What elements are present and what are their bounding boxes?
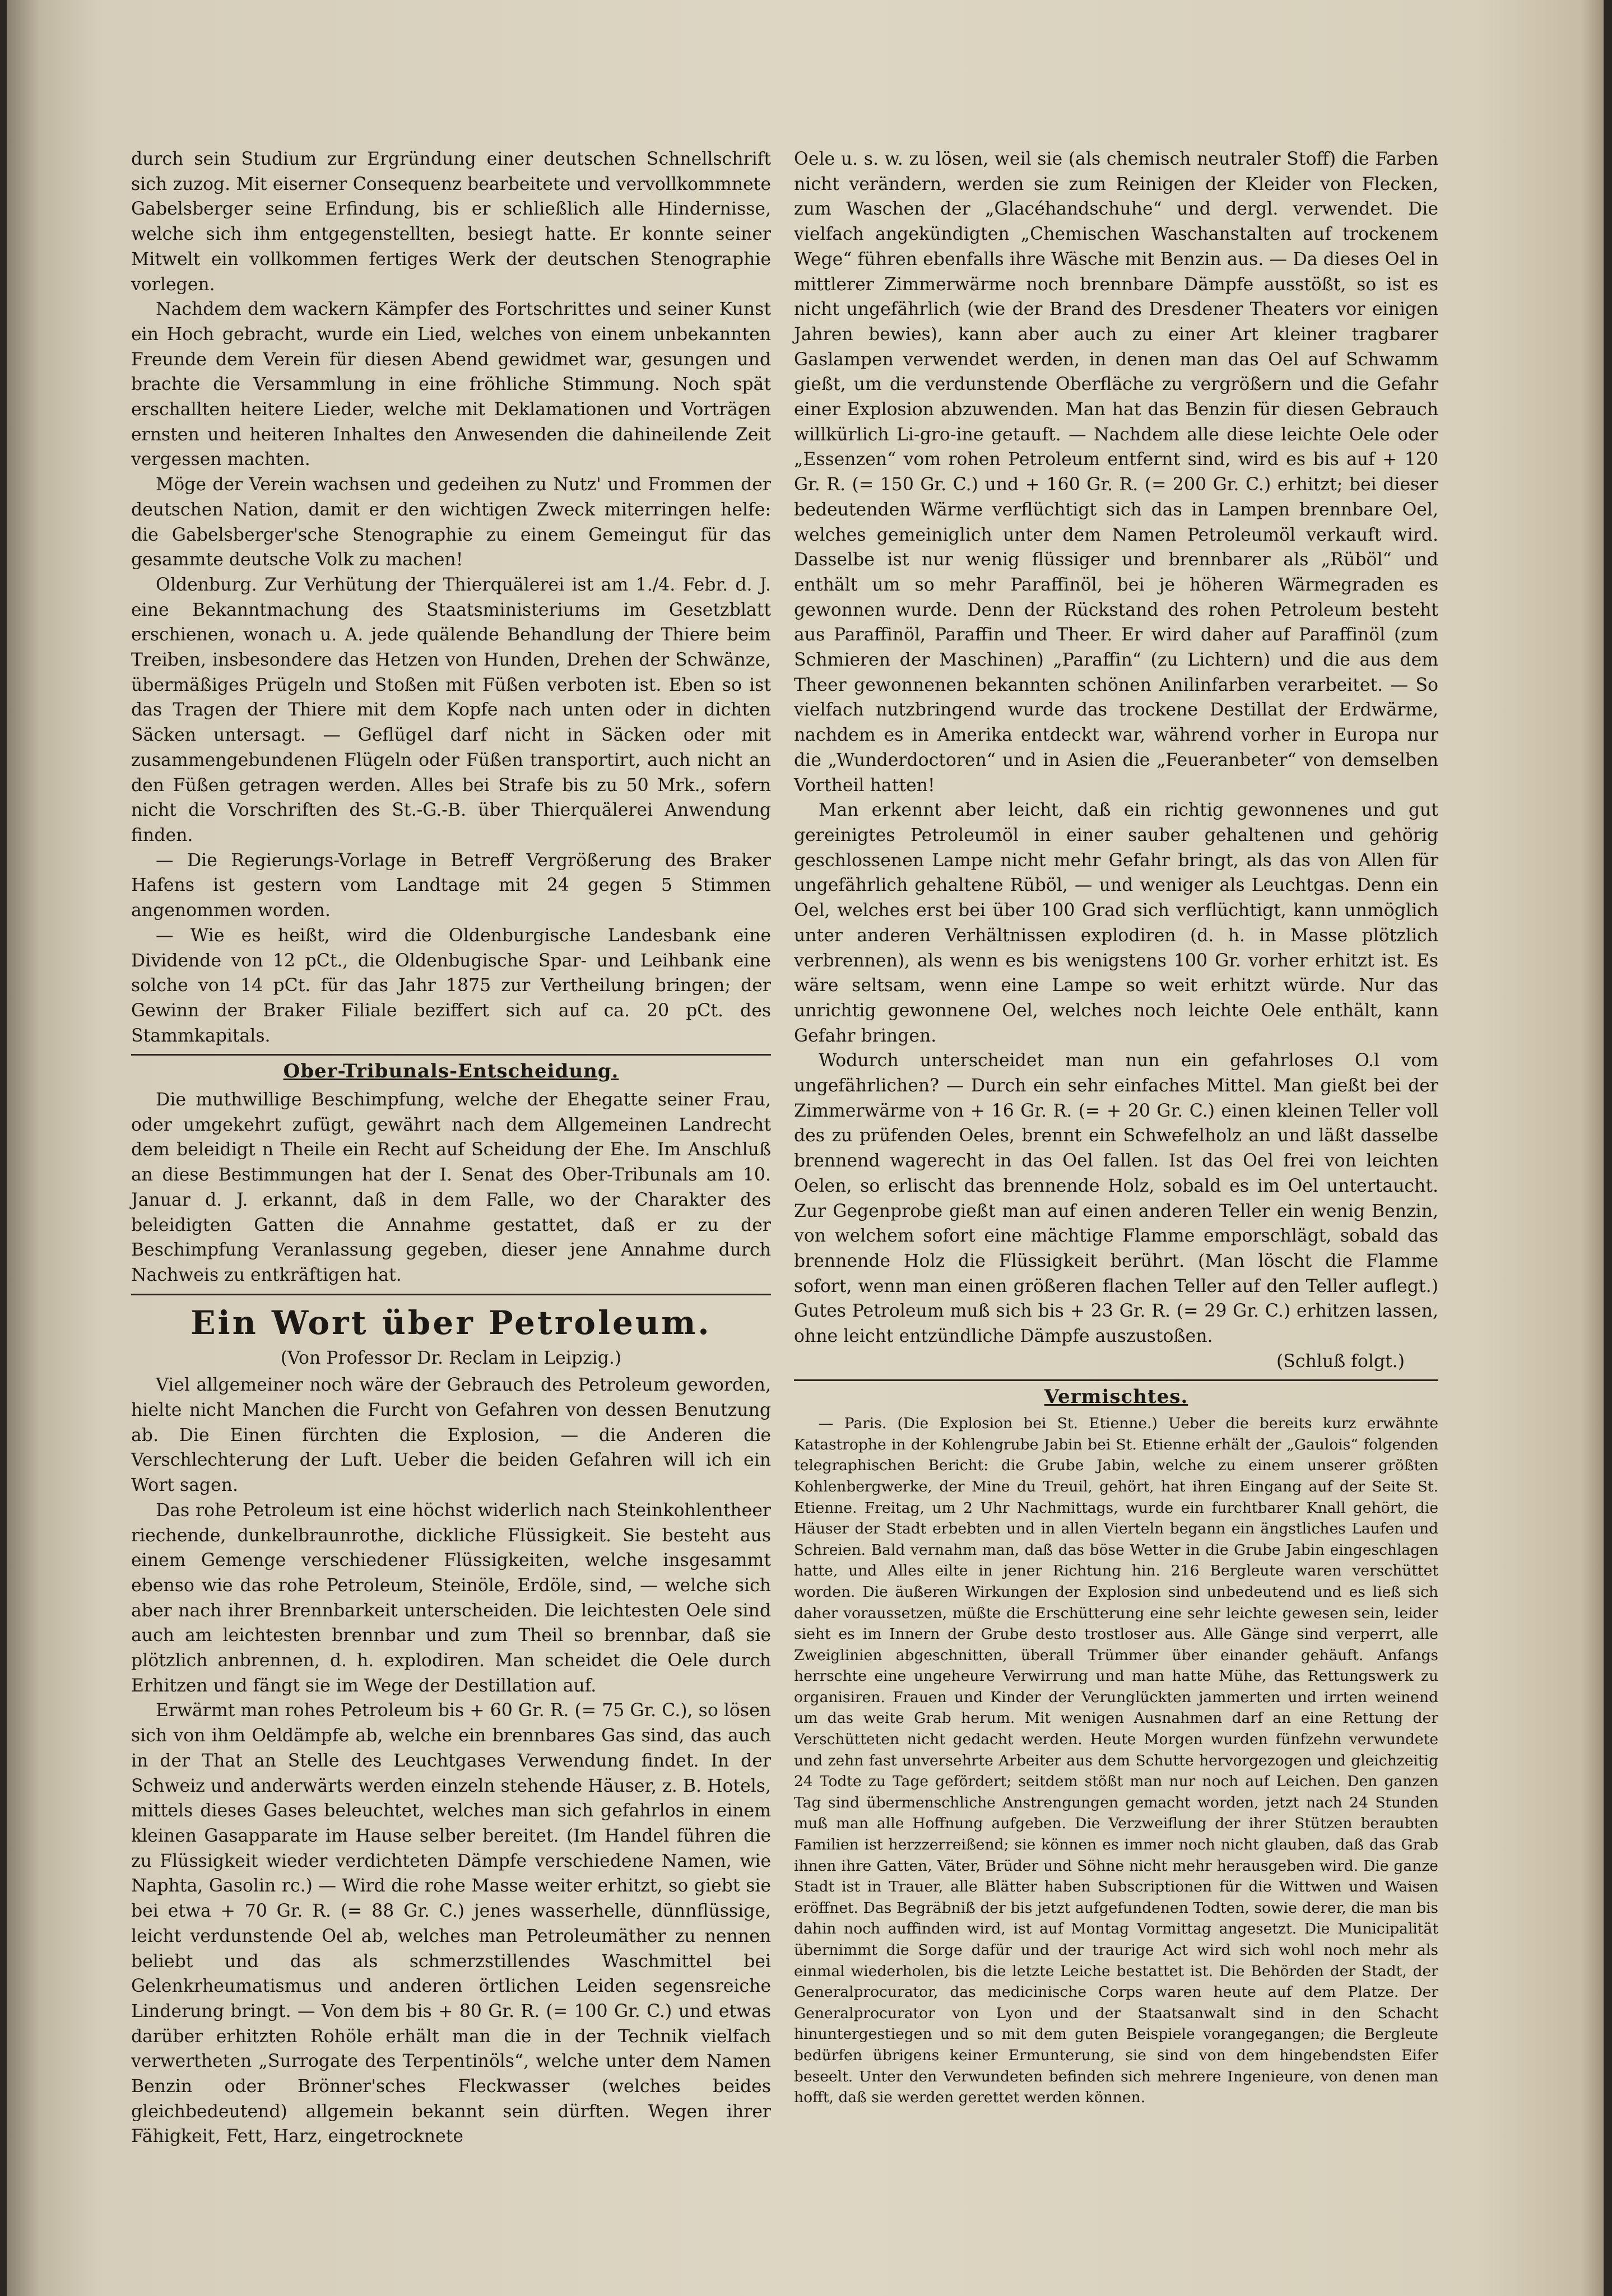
paragraph: — Wie es heißt, wird die Oldenburgische Landesbank eine Dividende von 12 pCt., die Oldenbugische Spar- und Leihbank eine solche von 14 pCt. für das Jahr 1875 zur Vertheilung bringen; der Gewinn der Braker Filiale beziffert sich auf ca. 20 pCt. des Stammkapitals. (131, 925, 771, 1046)
right-column (794, 147, 1438, 2108)
paragraph: Erwärmt man rohes Petroleum bis + 60 Gr. R. (= 75 Gr. C.), so lösen sich von ihm Oeldämpfe ab, welche ein brennbares Gas sind, das auch in der That an Stelle des Leuchtgases Verwendung findet. In der Schweiz und anderwärts werden einzeln stehende Häuser, z. B. Hotels, mittels dieses Gases beleuchtet, welches man sich gefahrlos in einem kleinen Gasapparate im Hause selber bereitet. (Im Handel führen die zu Flüssigkeit wieder verdichteten Dämpfe verschiedene Namen, wie Naphta, Gasolin rc.) — Wird die rohe Masse weiter erhitzt, so giebt sie bei etwa + 70 Gr. R. (= 88 Gr. C.) jenes wasserhelle, dünnflüssige, leicht verdunstende Oel ab, welches man Petroleumäther zu nennen beliebt und das als schmerzstillendes Waschmittel bei Gelenkrheumatismus und anderen örtlichen Leiden segensreiche Linderung bringt. — Von dem bis + 80 Gr. R. (= 100 Gr. C.) und etwas darüber erhitzten Rohöle erhält man die in der Technik vielfach verwertheten „Surrogate des Terpentinöls“, welche unter dem Namen Benzin oder Brönner'sches Fleckwasser (welches beides gleichbedeutend) allgemein bekannt sein dürften. Wegen ihrer Fähigkeit, Fett, Harz, eingetrocknete (131, 1700, 771, 2147)
paragraph: Möge der Verein wachsen und gedeihen zu Nutz' und Frommen der deutschen Nation, damit er den wichtigen Zweck miterringen helfe: die Gabelsberger'sche Stenographie zu einem Gemeingut für das gesammte deutsche Volk zu machen! (131, 475, 771, 570)
paragraph: — Die Regierungs-Vorlage in Betreff Vergrößerung des Braker Hafens ist gestern vom Landtage mit 24 gegen 5 Stimmen angenommen worden. (131, 850, 771, 921)
paragraph: — Paris. (Die Explosion bei St. Etienne.) Ueber die bereits kurz erwähnte Katastrophe in der Kohlengrube Jabin bei St. Etienne erhält der „Gaulois“ folgenden telegraphischen Bericht: die Grube Jabin, welche zu einem unserer größten Kohlenbergwerke, der Mine du Treuil, gehört, hat ihren Eingang auf der Seite St. Etienne. Freitag, um 2 Uhr Nachmittags, wurde ein furchtbarer Knall gehört, die Häuser der Stadt erbebten und in allen Vierteln begann ein ängstliches Laufen und Schreien. Bald vernahm man, daß das böse Wetter in die Grube Jabin eingeschlagen hatte, und Alles eilte in jener Richtung hin. 216 Bergleute waren verschüttet worden. Die äußeren Wirkungen der Explosion sind unbedeutend und es ließ sich daher voraussetzen, müßte die Erschütterung eine sehr leichte gewesen sein, leider sieht es im Innern der Grube desto trostloser aus. Alle Gänge sind verperrt, alle Zweiglinien abgeschnitten, überall Trümmer über einander gehäuft. Anfangs herrschte eine ungeheure Verwirrung und man hatte Mühe, das Rettungswerk zu organisiren. Frauen und Kinder der Verunglückten jammerten und irrten weinend um das weite Grab herum. Mit wenigen Ausnahmen darf an eine Rettung der Verschütteten nicht gedacht werden. Heute Morgen wurden fünfzehn verwundete und zehn fast unversehrte Arbeiter aus dem Schutte hervorgezogen und gleichzeitig 24 Todte zu Tage gefördert; seitdem stößt man nur noch auf Leichen. Den ganzen Tag sind übermenschliche Anstrengungen gemacht worden, jetzt nach 24 Stunden muß man alle Hoffnung aufgeben. Die Verzweiflung der ihrer Stützen beraubten Familien ist herzzerreißend; sie können es immer noch nicht glauben, daß das Grab ihnen ihre Gatten, Väter, Brüder und Söhne nicht mehr herausgeben wird. Die ganze Stadt ist in Trauer, alle Blätter haben Subscriptionen für die Wittwen und Waisen eröffnet. Das Begräbniß der bis jetzt aufgefundenen Todten, sowie derer, die man bis dahin noch auffinden wird, ist auf Montag Vormittag angesetzt. Die Municipalität übernimmt die Sorge dafür und der traurige Act wird sich wohl noch mehr als einmal wiederholen, bis die letzte Leiche bestattet ist. Die Behörden der Stadt, der Generalprocurator, das medicinische Corps waren heute auf dem Platze. Der Generalprocurator von Lyon und der Staatsanwalt sind in den Schacht hinuntergestiegen und so mit dem guten Beispiele vorangegangen; die Bergleute bedürfen übrigens keiner Ermunterung, sie sind von dem hingebendsten Eifer beseelt. Unter den Verwundeten befinden sich mehrere Ingenieure, von denen man hofft, daß sie werden gerettet werden können. (794, 1415, 1438, 2107)
continuation-note: (Schluß folgt.) (1276, 1351, 1405, 1372)
section-heading: Vermischtes. (1044, 1386, 1188, 1409)
section-divider (794, 1379, 1438, 1381)
section-divider (131, 1054, 771, 1056)
paragraph: Man erkennt aber leicht, daß ein richtig gewonnenes und gut gereinigtes Petroleumöl in einer sauber gehaltenen und gehörig geschlossenen Lampe nicht mehr Gefahr bringt, als das von Allen für ungefährlich gehaltene Rüböl, — und weniger als Leuchtgas. Denn ein Oel, welches erst bei über 100 Grad sich verflüchtigt, kann unmöglich unter anderen Verhältnissen explodiren (d. h. in Masse plötzlich verbrennen), als wenn es bis wenigstens 100 Gr. vorher erhitzt ist. Es wäre seltsam, wenn eine Lampe so weit erhitzt würde. Nur das unrichtig gewonnene Oel, welches noch leichte Oele enthält, kann Gefahr bringen. (794, 800, 1438, 1046)
article-byline: (Von Professor Dr. Reclam in Leipzig.) (280, 1347, 622, 1368)
paragraph: Nachdem dem wackern Kämpfer des Fortschrittes und seiner Kunst ein Hoch gebracht, wurde ein Lied, welches von einem unbekannten Freunde dem Verein für diesen Abend gewidmet war, gesungen und brachte die Versammlung in eine fröhliche Stimmung. Noch spät erschallten heitere Lieder, welche mit Deklamationen und Vorträgen ernsten und heiteren Inhaltes den Anwesenden die dahineilende Zeit vergessen machten. (131, 299, 771, 470)
page-fold-shadow (7, 0, 40, 2296)
section-divider (131, 1294, 771, 1295)
paragraph: Viel allgemeiner noch wäre der Gebrauch des Petroleum geworden, hielte nicht Manchen die Furcht von Gefahren von dessen Benutzung ab. Die Einen fürchten die Explosion, — die Anderen die Verschlechterung der Luft. Ueber die beiden Gefahren will ich ein Wort sagen. (131, 1375, 771, 1496)
paragraph: Oldenburg. Zur Verhütung der Thierquälerei ist am 1./4. Febr. d. J. eine Bekanntmachung des Staatsministeriums im Gesetzblatt erschienen, wonach u. A. jede quälende Behandlung der Thiere beim Treiben, insbesondere das Hetzen von Hunden, Drehen der Schwänze, übermäßiges Prügeln und Stoßen mit Füßen verboten ist. Eben so ist das Tragen der Thiere mit dem Kopfe nach unten oder in dichten Säcken untersagt. — Geflügel darf nicht in Säcken oder mit zusammengebundenen Flügeln oder Füßen transportirt, auch nicht an den Füßen getragen werden. Alles bei Strafe bis zu 50 Mrk., sofern nicht die Vorschriften des St.-G.-B. über Thierquälerei Anwendung finden. (131, 574, 771, 845)
section-heading: Ober-Tribunals-Entscheidung. (283, 1060, 619, 1083)
paragraph: Oele u. s. w. zu lösen, weil sie (als chemisch neutraler Stoff) die Farben nicht verändern, werden sie zum Reinigen der Kleider von Flecken, zum Waschen der „Glacéhandschuhe“ und dergl. verwendet. Die vielfach angekündigten „Chemischen Waschanstalten auf trockenem Wege“ führen ebenfalls ihre Wäsche mit Benzin aus. — Da dieses Oel in mittlerer Zimmerwärme noch brennbare Dämpfe ausstößt, so ist es nicht ungefährlich (wie der Brand des Dresdener Theaters vor einigen Jahren bewies), kann aber auch zu einer Art kleiner tragbarer Gaslampen verwendet werden, in denen man das Oel auf Schwamm gießt, um die verdunstende Oberfläche zu vergrößern und die Gefahr einer Explosion abzuwenden. Man hat das Benzin für diesen Gebrauch willkürlich Li-gro-ine getauft. — Nachdem alle diese leichte Oele oder „Essenzen“ vom rohen Petroleum entfernt sind, wird es bis auf + 120 Gr. R. (= 150 Gr. C.) und + 160 Gr. R. (= 200 Gr. C.) erhitzt; bei dieser bedeutenden Wärme verflüchtigt sich das in Lampen brennbare Oel, welches gemeiniglich unter dem Namen Petroleumöl verkauft wird. Dasselbe ist nur wenig flüssiger und brennbarer als „Rüböl“ und enthält um so mehr Paraffinöl, bei je höheren Wärmegraden es gewonnen wurde. Denn der Rückstand des rohen Petroleum besteht aus Paraffinöl, Paraffin und Theer. Er wird daher auf Paraffinöl (zum Schmieren der Maschinen) „Paraffin“ (zu Lichtern) und die aus dem Theer gewonnenen bekannten schönen Anilinfarben verarbeitet. — So vielfach nutzbringend wurde das trockene Destillat der Erdwärme, nachdem es in Amerika entdeckt war, während vorher in Europa nur die „Wunderdoctoren“ und in Asien die „Feueranbeter“ von demselben Vortheil hatten! (794, 149, 1438, 796)
paragraph: Das rohe Petroleum ist eine höchst widerlich nach Steinkohlentheer riechende, dunkelbraunrothe, dickliche Flüssigkeit. Sie besteht aus einem Gemenge verschiedener Flüssigkeiten, welche insgesammt ebenso wie das rohe Petroleum, Steinöle, Erdöle, sind, — welche sich aber nach ihrer Brennbarkeit unterscheiden. Die leichtesten Oele sind auch am leichtesten brennbar und zum Theil so brennbar, daß sie plötzlich anbrennen, d. h. explodiren. Man scheidet die Oele durch Erhitzen und fängt sie im Wege der Destillation auf. (131, 1500, 771, 1696)
paragraph: Die muthwillige Beschimpfung, welche der Ehegatte seiner Frau, oder umgekehrt zufügt, gewährt nach dem Allgemeinen Landrecht dem beleidigt n Theile ein Recht auf Scheidung der Ehe. Im Anschluß an diese Bestimmungen hat der I. Senat des Ober-Tribunals am 10. Januar d. J. erkannt, daß in dem Falle, wo der Charakter des beleidigten Gatten die Annahme gestattet, daß er zu der Beschimpfung Veranlassung gegeben, dieser jene Annahme durch Nachweis zu entkräftigen hat. (131, 1090, 771, 1285)
paragraph: Wodurch unterscheidet man nun ein gefahrloses O.l vom ungefährlichen? — Durch ein sehr einfaches Mittel. Man gießt bei der Zimmerwärme von + 16 Gr. R. (= + 20 Gr. C.) einen kleinen Teller voll des zu prüfenden Oeles, brennt ein Schwefelholz an und läßt dasselbe brennend wagerecht in das Oel fallen. Ist das Oel frei von leichten Oelen, so erlischt das brennende Holz, sobald es im Oel untertaucht. Zur Gegenprobe gießt man auf einen anderen Teller ein wenig Benzin, von welchem sofort eine mächtige Flamme emporschlägt, sobald das brennende Holz die Flüssigkeit berührt. (Man löscht die Flamme sofort, wenn man einen größeren flachen Teller auf den Teller auflegt.) Gutes Petroleum muß sich bis + 23 Gr. R. (= 29 Gr. C.) erhitzen lassen, ohne leicht entzündliche Dämpfe auszustoßen. (794, 1051, 1438, 1347)
page-edge-shadow (1581, 0, 1604, 2296)
article-title: Ein Wort über Petroleum. (191, 1303, 712, 1342)
left-column (131, 147, 771, 2149)
paragraph: durch sein Studium zur Ergründung einer deutschen Schnellschrift sich zuzog. Mit eiserner Consequenz bearbeitete und vervollkommnete Gabelsberger seine Erfindung, bis er schließlich alle Hindernisse, welche sich ihm entgegenstellten, besiegt hatte. Er konnte seiner Mitwelt ein vollkommen fertiges Werk der deutschen Stenographie vorlegen. (131, 149, 771, 295)
newspaper-page (7, 0, 1604, 2296)
